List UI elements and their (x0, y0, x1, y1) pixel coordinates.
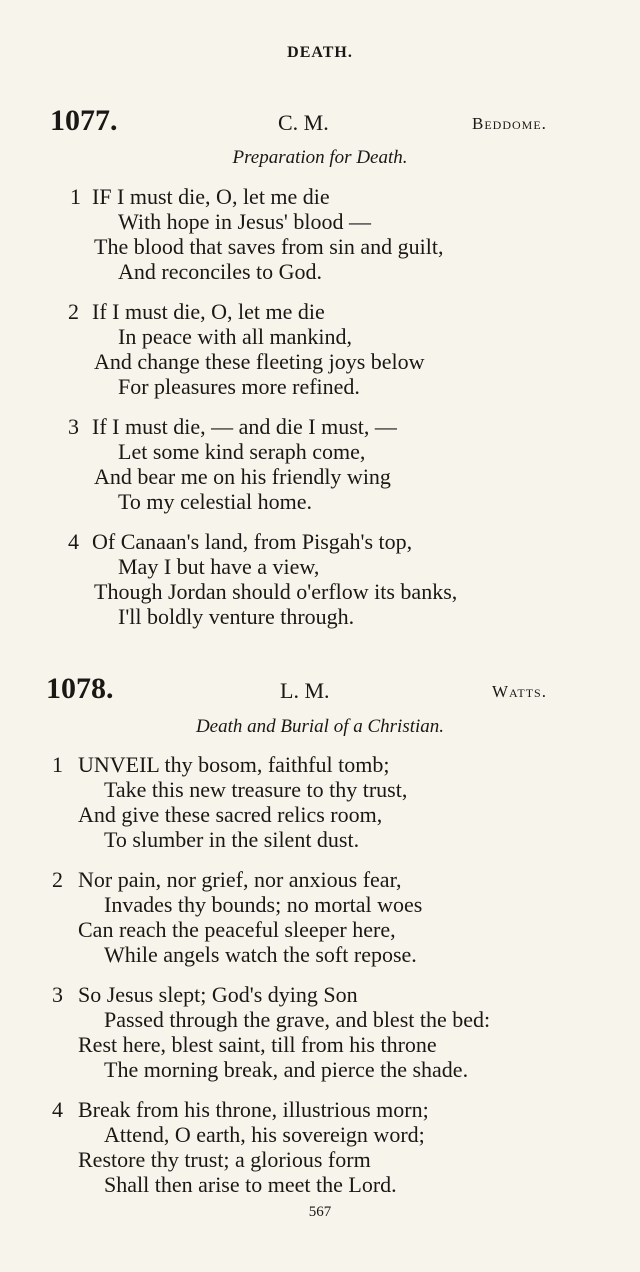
hymn-subtitle: Preparation for Death. (232, 147, 408, 168)
verse-line: The morning break, and pierce the shade. (104, 1057, 469, 1082)
verse-line: In peace with all mankind, (118, 324, 352, 349)
verse-line: And give these sacred relics room, (78, 802, 383, 827)
verse-line: Though Jordan should o'erflow its banks, (94, 579, 458, 604)
verse-line: If I must die, O, let me die (92, 299, 325, 324)
running-head: DEATH. (287, 44, 353, 61)
page-number: 567 (308, 1204, 332, 1220)
verse-line: Break from his throne, illustrious morn; (78, 1097, 429, 1122)
verse-line: Attend, O earth, his sovereign word; (104, 1122, 425, 1147)
hymn-number: 1077. (50, 104, 118, 137)
verse-line: I'll boldly venture through. (118, 604, 355, 629)
verse-line: The blood that saves from sin and guilt, (94, 234, 444, 259)
verse-line: Restore thy trust; a glorious form (78, 1147, 371, 1172)
verse-line: For pleasures more refined. (118, 374, 360, 399)
verse-line: Let some kind seraph come, (118, 439, 366, 464)
verse-line: Of Canaan's land, from Pisgah's top, (92, 529, 413, 554)
stanza-number: 1 (52, 752, 63, 777)
verse-line: Shall then arise to meet the Lord. (104, 1172, 397, 1197)
verse-line: Rest here, blest saint, till from his throne (78, 1032, 437, 1057)
verse-line: While angels watch the soft repose. (104, 942, 417, 967)
verse-line: And reconciles to God. (118, 259, 323, 284)
verse-line: Can reach the peaceful sleeper here, (78, 917, 396, 942)
verse-line: May I but have a view, (118, 554, 320, 579)
hymn-header-1077 (0, 104, 640, 138)
verse-line: Passed through the grave, and blest the bed: (104, 1007, 491, 1032)
verse-line: With hope in Jesus' blood — (118, 209, 372, 234)
stanza-number: 2 (52, 867, 63, 892)
verse-line: UNVEIL thy bosom, faithful tomb; (78, 752, 390, 777)
stanza-number: 4 (68, 529, 79, 554)
hymn-subtitle: Death and Burial of a Christian. (195, 716, 445, 737)
hymn-number: 1078. (46, 672, 114, 705)
hymn-header-1078 (0, 672, 640, 706)
verse-line: Nor pain, nor grief, nor anxious fear, (78, 867, 402, 892)
verse-line: If I must die, — and die I must, — (92, 414, 397, 439)
stanza-number: 2 (68, 299, 79, 324)
hymn-meter: C. M. (278, 110, 329, 135)
hymn-author: Beddome. (472, 114, 547, 133)
stanza-number: 3 (52, 982, 63, 1007)
verse-line: Invades thy bounds; no mortal woes (104, 892, 423, 917)
verse-line: To slumber in the silent dust. (104, 827, 360, 852)
verse-line: So Jesus slept; God's dying Son (78, 982, 358, 1007)
verse-line: Take this new treasure to thy trust, (104, 777, 408, 802)
stanza-number: 4 (52, 1097, 63, 1122)
verse-line: And bear me on his friendly wing (94, 464, 391, 489)
verse-line: And change these fleeting joys below (94, 349, 425, 374)
verse-line: To my celestial home. (118, 489, 312, 514)
hymn-author: Watts. (492, 682, 547, 701)
hymn-meter: L. M. (280, 678, 330, 703)
verse-line: IF I must die, O, let me die (92, 184, 330, 209)
stanza-number: 1 (70, 184, 81, 209)
stanza-number: 3 (68, 414, 79, 439)
